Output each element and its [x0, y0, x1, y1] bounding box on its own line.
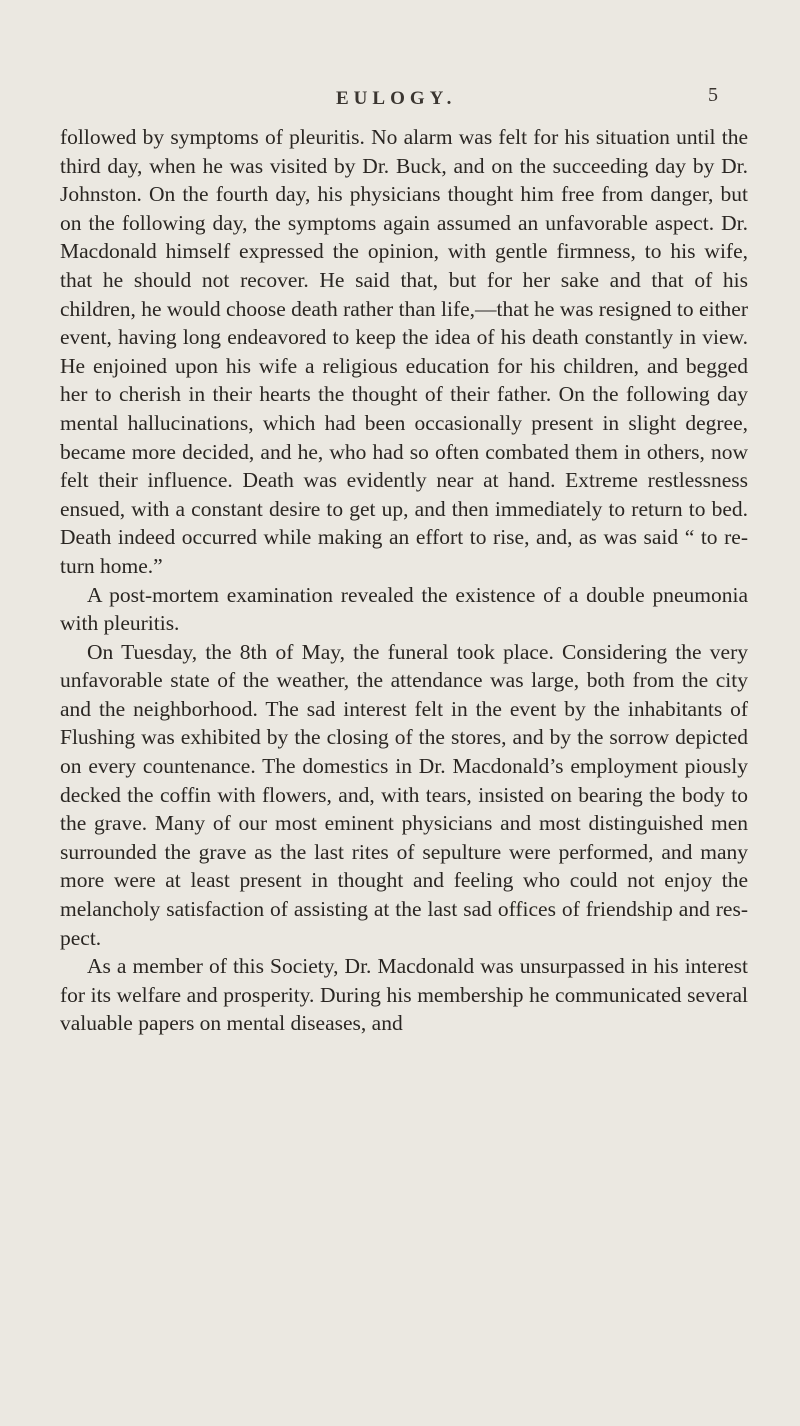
paragraph-society-membership: As a member of this Society, Dr. Macdonald was unsurpassed in his interest for its welfare and prosperity. During his membership he communicated several valuable papers on mental diseases, and [60, 954, 748, 1036]
running-head [0, 84, 800, 118]
paragraph-post-mortem: A post-mortem examination revealed the existence of a double pneumonia with pleuritis. [60, 582, 748, 636]
page-number: 5 [708, 84, 718, 106]
paragraph-illness-and-death: followed by symptoms of pleuritis. No alarm was felt for his situation until the third day, when he was visited by Dr. Buck, and on the succeeding day by Dr. Johnston. On the fourth day, his physicians thought him free from danger, but on the following day, the symptoms again assumed an unfavorable aspect. Dr. Macdonald himself expressed the opinion, with gentle firmness, to his wife, that he should not recover. He said that, but for her sake and that of his children, he would choose death rather than life,—that he was resigned to either event, having long endeavored to keep the idea of his death constantly in view. He enjoined upon his wife a religious education for his children, and begged her to cherish in their hearts the thought of their father. On the following day mental hallucinations, which had been occasionally present in slight degree, became more decided, and he, who had so often combated them in others, now felt their influence. Death was evidently near at hand. Extreme restlessness ensued, with a constant desire to get up, and then immediately to return to bed. Death indeed occurred while making an effort to rise, and, as was said “ to return home.” [60, 125, 748, 578]
paragraph-funeral: On Tuesday, the 8th of May, the funeral took place. Considering the very unfavorable state of the weather, the attendance was large, both from the city and the neighborhood. The sad interest felt in the event by the inhabitants of Flushing was exhibited by the closing of the stores, and by the sorrow depicted on every countenance. The domestics in Dr. Macdonald’s employment piously decked the coffin with flowers, and, with tears, insisted on bearing the body to the grave. Many of our most eminent physicians and most distinguished men surrounded the grave as the last rites of sepulture were performed, and many more were at least present in thought and feeling who could not enjoy the melancholy satisfaction of assisting at the last sad offices of friendship and respect. [60, 639, 748, 950]
running-title: EULOGY. [336, 88, 457, 109]
body-text [60, 123, 748, 1038]
